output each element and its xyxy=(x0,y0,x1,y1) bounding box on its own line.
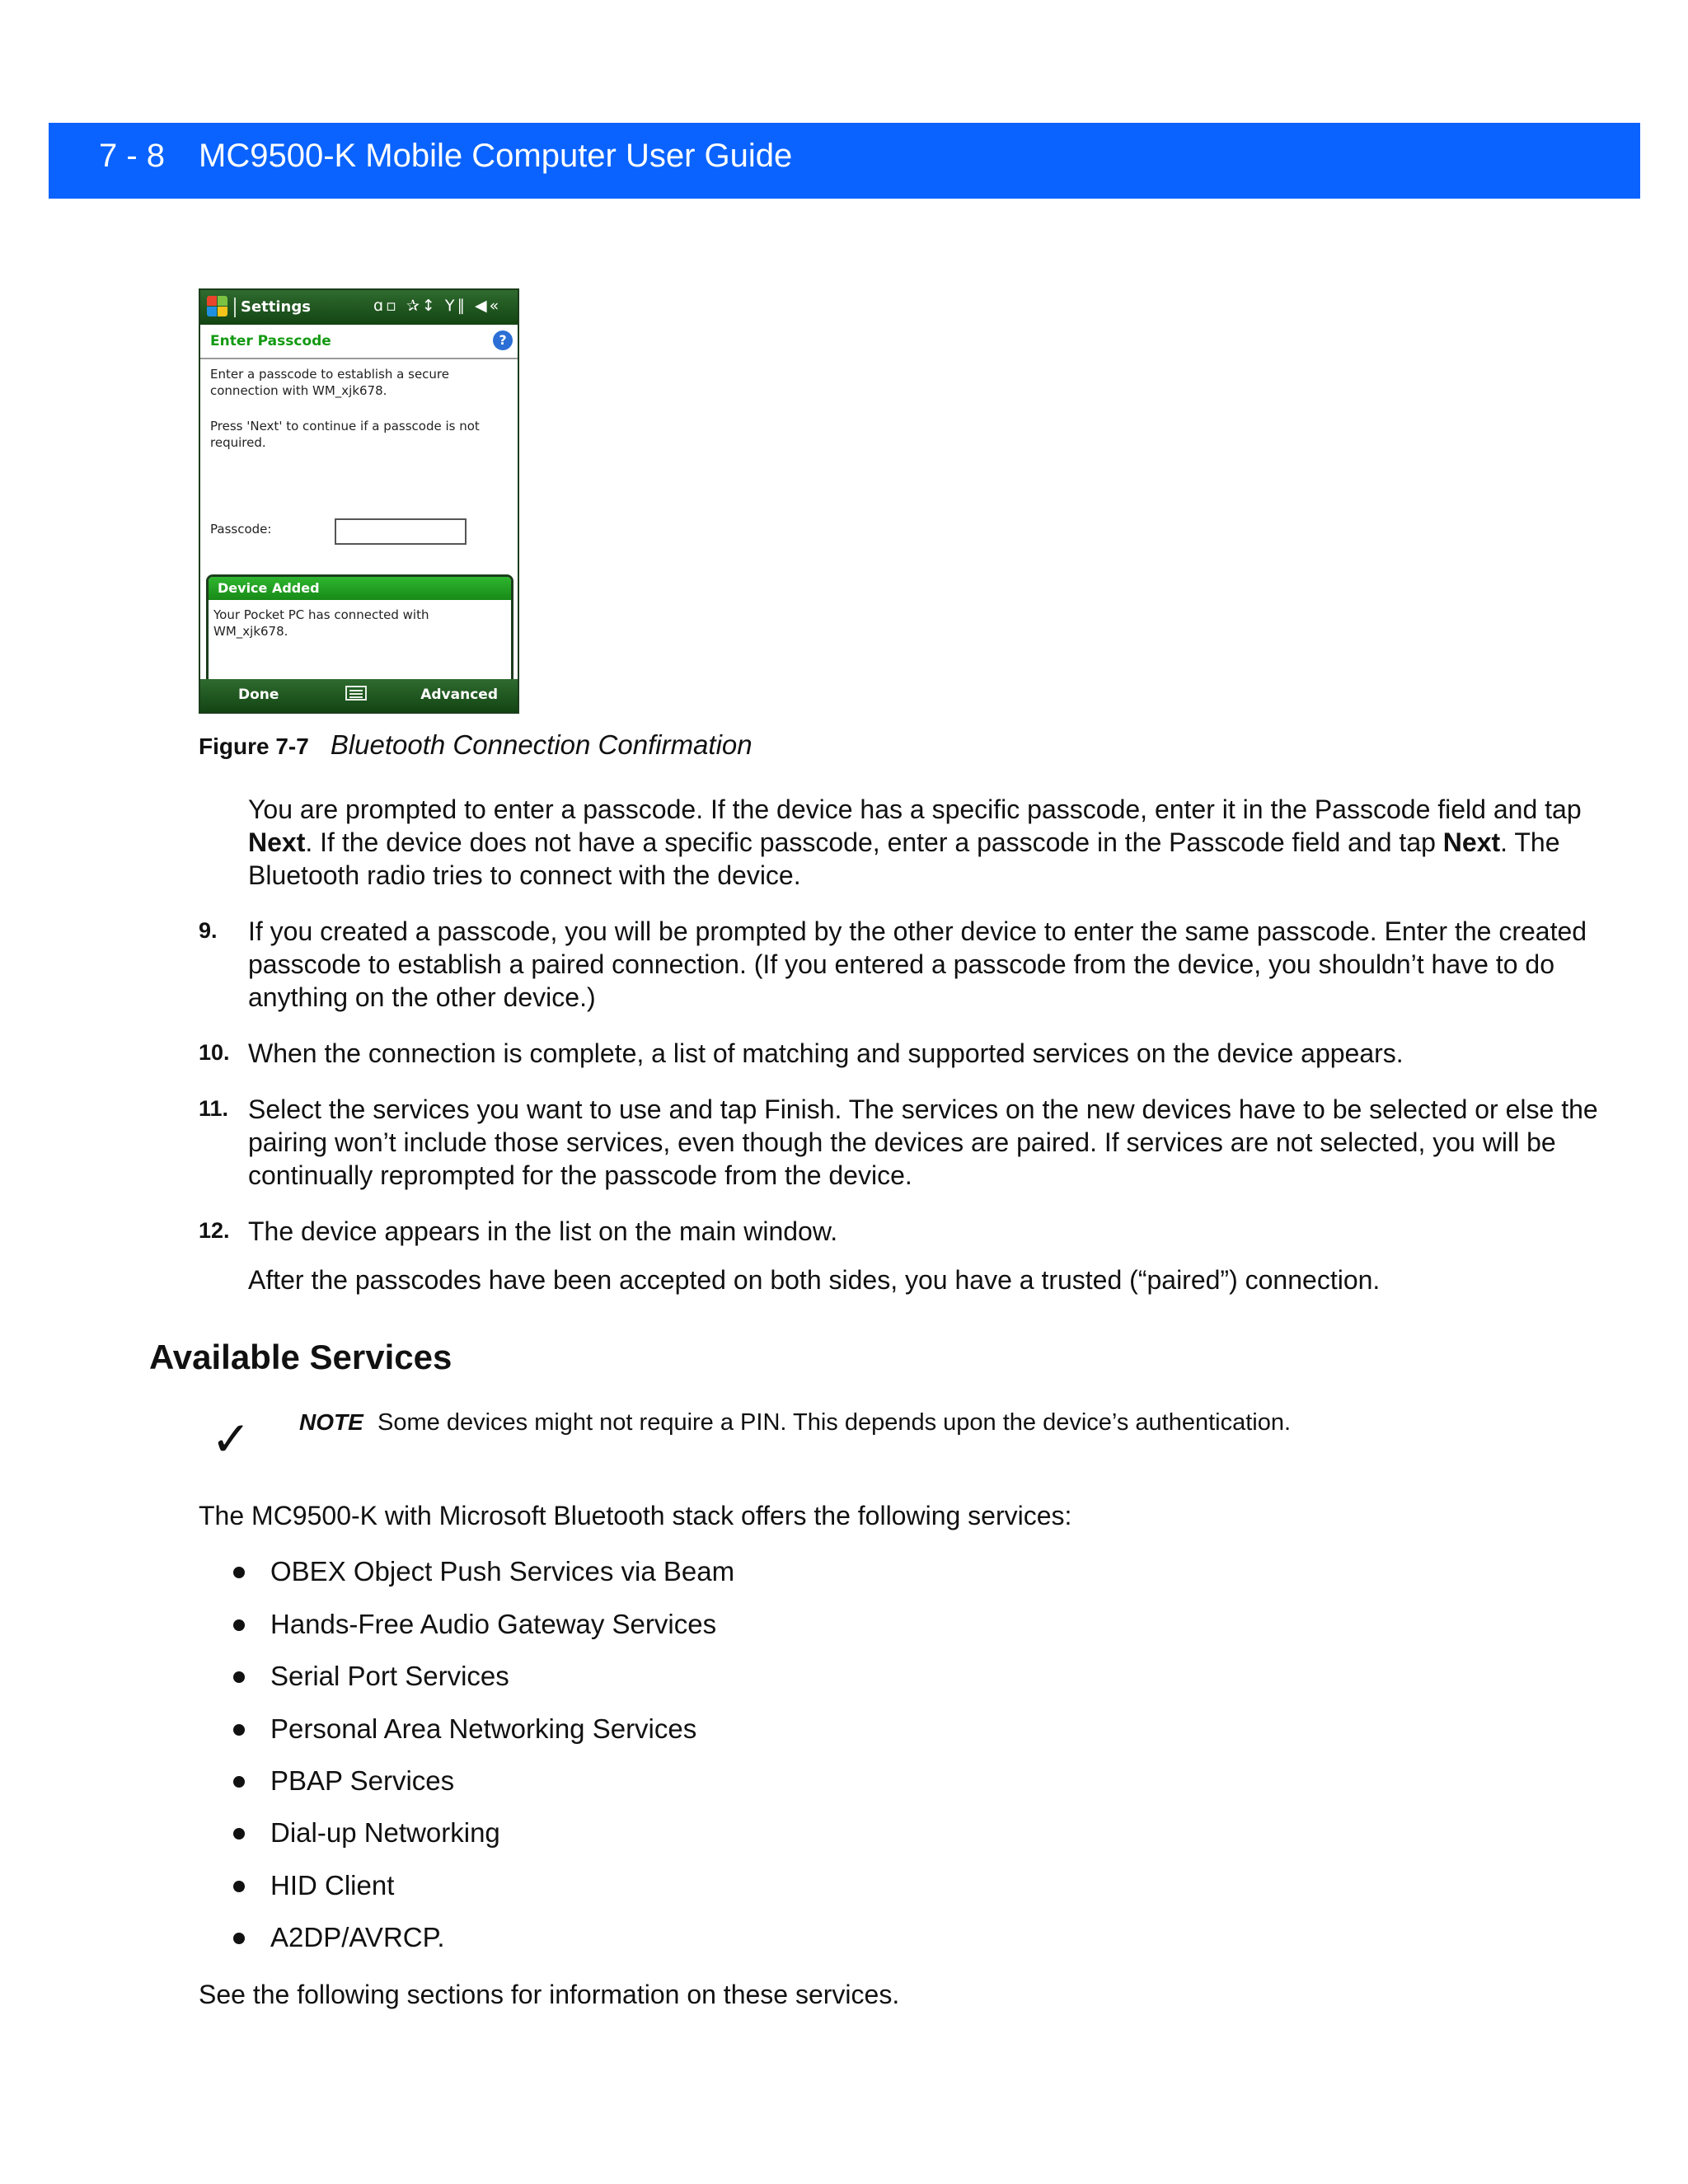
title-separator xyxy=(234,298,236,317)
figure-number: Figure 7-7 xyxy=(199,733,309,759)
instruction-text-2: Press 'Next' to continue if a passcode is not required. xyxy=(210,419,480,450)
note-label: NOTE xyxy=(299,1409,363,1435)
bullet-icon xyxy=(233,1724,245,1736)
step-number: 9. xyxy=(199,918,218,943)
intro-text-3: . The Bluetooth radio tries to connect with the device. xyxy=(248,827,1560,890)
status-icons: ɑ▫ ✰↕ Υ∥ ◀« xyxy=(373,297,502,315)
section-heading: Available Services xyxy=(149,1338,452,1376)
keyboard-icon[interactable] xyxy=(345,686,367,701)
screen-heading-bar xyxy=(200,325,518,359)
figure-title: Bluetooth Connection Confirmation xyxy=(330,729,753,760)
step-text: Select the services you want to use and tap Finish. The services on the new devices have to be selected or else the pairing won’t include those services, even though the devices are paired. If services are not selected, you will be continually reprompted for the passcode from the device. xyxy=(248,1094,1598,1190)
intro-bold-next-2: Next xyxy=(1442,827,1501,857)
advanced-softkey[interactable]: Advanced xyxy=(420,687,498,703)
document-title: MC9500-K Mobile Computer User Guide xyxy=(199,138,793,174)
app-title: Settings xyxy=(241,298,311,316)
step-number: 12. xyxy=(199,1218,230,1243)
windows-start-icon[interactable] xyxy=(207,296,228,317)
service-item: PBAP Services xyxy=(270,1765,455,1796)
services-lead: The MC9500-K with Microsoft Bluetooth stack offers the following services: xyxy=(199,1501,1072,1530)
bullet-icon xyxy=(233,1881,245,1892)
notification-title: Device Added xyxy=(209,577,511,600)
page-header xyxy=(49,123,1640,199)
paired-connection-note: After the passcodes have been accepted on both sides, you have a trusted (“paired”) connection. xyxy=(248,1265,1381,1295)
figure-caption xyxy=(199,729,753,761)
bullet-icon xyxy=(233,1619,245,1631)
service-item: Hands-Free Audio Gateway Services xyxy=(270,1609,717,1639)
done-softkey[interactable]: Done xyxy=(238,687,279,703)
service-item: Dial-up Networking xyxy=(270,1817,500,1848)
intro-bold-next-1: Next xyxy=(248,827,306,857)
step-text: When the connection is complete, a list of matching and supported services on the device appears. xyxy=(248,1038,1404,1068)
instruction-text: Enter a passcode to establish a secure connection with WM_xjk678. xyxy=(210,367,449,398)
bullet-icon xyxy=(233,1933,245,1944)
device-screenshot xyxy=(199,288,519,714)
passcode-input[interactable] xyxy=(335,518,467,545)
bullet-icon xyxy=(233,1828,245,1840)
step-number: 11. xyxy=(199,1096,229,1121)
screen-heading: Enter Passcode xyxy=(210,333,331,349)
step-text: The device appears in the list on the main window. xyxy=(248,1216,838,1246)
checkmark-icon: ✓ xyxy=(211,1411,251,1467)
service-item: OBEX Object Push Services via Beam xyxy=(270,1556,735,1586)
bullet-icon xyxy=(233,1567,245,1578)
service-item: Serial Port Services xyxy=(270,1661,509,1691)
device-added-notification xyxy=(206,574,513,682)
bullet-icon xyxy=(233,1671,245,1683)
passcode-label: Passcode: xyxy=(210,522,272,537)
title-bar xyxy=(200,290,518,325)
notification-body: Your Pocket PC has connected with WM_xjk678. xyxy=(213,607,429,639)
step-text: If you created a passcode, you will be prompted by the other device to enter the same passcode. Enter the created passcode to establish a paired connection. (If you entered a passcode from the device, you shouldn’t have to do anything on the other device.) xyxy=(248,916,1587,1012)
service-item: A2DP/AVRCP. xyxy=(270,1922,445,1952)
service-item: Personal Area Networking Services xyxy=(270,1713,697,1744)
closing-text: See the following sections for information on these services. xyxy=(199,1980,900,2009)
softkey-bar xyxy=(200,679,518,712)
bullet-icon xyxy=(233,1776,245,1788)
intro-text-2: . If the device does not have a specific passcode, enter a passcode in the Passcode field and tap xyxy=(305,827,1443,857)
help-icon[interactable]: ? xyxy=(493,330,513,350)
step-number: 10. xyxy=(199,1040,230,1065)
service-item: HID Client xyxy=(270,1870,395,1900)
note-text: Some devices might not require a PIN. This depends upon the device’s authentication. xyxy=(377,1409,1292,1436)
intro-text-1: You are prompted to enter a passcode. If the device has a specific passcode, enter it in the Passcode field and tap xyxy=(248,794,1582,824)
intro-paragraph xyxy=(248,793,1600,892)
page-number: 7 - 8 xyxy=(99,138,166,174)
